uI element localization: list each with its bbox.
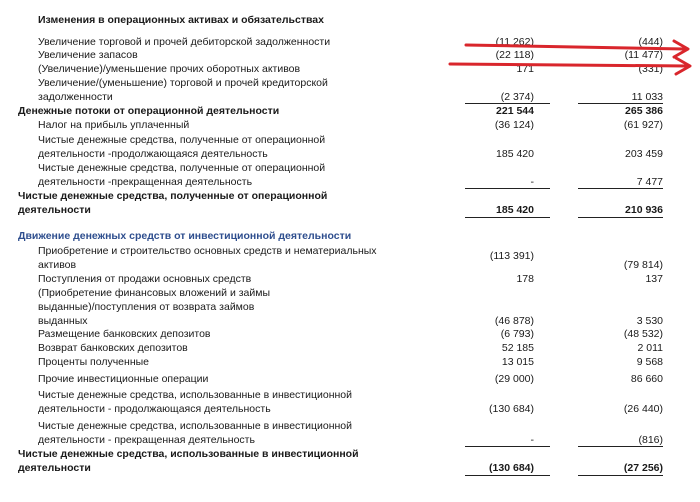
row-label: Увеличение торговой и прочей дебиторской задолженности bbox=[38, 36, 331, 48]
row-inv-continuing bbox=[0, 403, 700, 416]
value-2021: 203 459 bbox=[625, 148, 663, 160]
total-line bbox=[578, 475, 663, 476]
value-2022: (46 878) bbox=[494, 315, 534, 327]
value-2021: 9 568 bbox=[636, 356, 663, 368]
row-fin-investments-line1 bbox=[0, 287, 700, 300]
row-label-cont: активов bbox=[38, 259, 77, 271]
value-2022: 221 544 bbox=[496, 105, 534, 117]
value-2022: 185 420 bbox=[496, 148, 534, 160]
total-line bbox=[465, 217, 550, 218]
value-2021: (444) bbox=[638, 36, 663, 48]
row-fin-investments bbox=[0, 315, 700, 328]
value-2022: (11 262) bbox=[495, 36, 534, 48]
row-label: Проценты полученные bbox=[38, 356, 149, 368]
value-2021: (331) bbox=[638, 63, 663, 75]
subtotal-line bbox=[578, 103, 663, 104]
value-2021: (816) bbox=[638, 434, 663, 446]
value-2022: 171 bbox=[516, 63, 534, 75]
row-inventory bbox=[0, 49, 700, 62]
row-net-investing-line1 bbox=[0, 448, 700, 461]
row-label-cont: деятельности -прекращенная деятельность bbox=[38, 176, 253, 188]
value-2022: - bbox=[530, 434, 534, 446]
row-deposits-returned bbox=[0, 342, 700, 355]
row-label: Поступления от продажи основных средств bbox=[38, 273, 252, 285]
value-2021: (26 440) bbox=[623, 403, 663, 415]
row-label: Чистые денежные средства, использованные в инвестиционной bbox=[38, 389, 353, 401]
value-2021: (27 256) bbox=[623, 462, 663, 474]
row-label-cont: деятельности - прекращенная деятельность bbox=[38, 434, 255, 446]
row-net-continuing-line1 bbox=[0, 134, 700, 147]
row-other-investing bbox=[0, 373, 700, 386]
value-2021: 137 bbox=[645, 273, 663, 285]
value-2021: 3 530 bbox=[636, 315, 663, 327]
row-operating-cash-flows bbox=[0, 105, 700, 118]
row-net-operating bbox=[0, 204, 700, 217]
row-label: Чистые денежные средства, использованные в инвестиционной bbox=[18, 448, 359, 460]
row-label-cont: задолженности bbox=[38, 91, 113, 103]
investing-header-row bbox=[0, 230, 700, 243]
value-2021: 210 936 bbox=[625, 204, 663, 216]
value-2021: (79 814) bbox=[623, 259, 663, 271]
value-2021: 2 011 bbox=[637, 342, 663, 354]
value-2022: (22 118) bbox=[495, 49, 534, 61]
row-label: (Увеличение)/уменьшение прочих оборотных активов bbox=[38, 63, 301, 75]
row-interest bbox=[0, 356, 700, 369]
changes-header-row bbox=[0, 14, 700, 27]
row-label: (Приобретение финансовых вложений и займы bbox=[38, 287, 271, 299]
investing-header: Движение денежных средств от инвестиционной деятельности bbox=[18, 230, 352, 242]
value-2021: 7 477 bbox=[636, 176, 663, 188]
row-label-cont: деятельности bbox=[18, 204, 91, 216]
row-label: Возврат банковских депозитов bbox=[38, 342, 188, 354]
value-2022: - bbox=[530, 176, 534, 188]
row-deposits-placed bbox=[0, 328, 700, 341]
value-2022: 178 bbox=[516, 273, 534, 285]
subtotal-line bbox=[465, 446, 550, 447]
subtotal-line bbox=[578, 188, 663, 189]
row-fin-investments-line2 bbox=[0, 301, 700, 314]
value-2022: 13 015 bbox=[501, 356, 534, 368]
total-line bbox=[578, 217, 663, 218]
row-net-continuing bbox=[0, 148, 700, 161]
changes-header: Изменения в операционных активах и обязательствах bbox=[38, 14, 324, 26]
value-2022: 185 420 bbox=[496, 204, 534, 216]
row-acquisition bbox=[0, 259, 700, 272]
row-label: Налог на прибыль уплаченный bbox=[38, 119, 190, 131]
subtotal-line bbox=[465, 188, 550, 189]
value-2022: (6 793) bbox=[500, 328, 534, 340]
row-label-cont: выданные)/поступления от возврата займов bbox=[38, 301, 255, 313]
value-2022: (29 000) bbox=[494, 373, 534, 385]
row-payables-line1 bbox=[0, 77, 700, 90]
row-inv-continuing-line1 bbox=[0, 389, 700, 402]
total-line bbox=[465, 475, 550, 476]
value-2021: 265 386 bbox=[625, 105, 663, 117]
subtotal-line bbox=[578, 446, 663, 447]
value-2022: (130 684) bbox=[489, 462, 534, 474]
value-2022: (2 374) bbox=[500, 91, 534, 103]
row-net-operating-line1 bbox=[0, 190, 700, 203]
value-2021: (48 532) bbox=[623, 328, 663, 340]
row-label: Чистые денежные средства, полученные от операционной bbox=[18, 190, 328, 202]
value-2022: (113 391) bbox=[489, 250, 534, 262]
value-2021: (11 477) bbox=[624, 49, 663, 61]
row-other-current-assets bbox=[0, 63, 700, 76]
row-net-discontinued-line1 bbox=[0, 162, 700, 175]
row-label-cont: деятельности -продолжающаяся деятельность bbox=[38, 148, 268, 160]
row-label: Увеличение/(уменьшение) торговой и прочей кредиторской bbox=[38, 77, 328, 89]
row-income-tax bbox=[0, 119, 700, 132]
row-label: Денежные потоки от операционной деятельности bbox=[18, 105, 280, 117]
row-label: Размещение банковских депозитов bbox=[38, 328, 211, 340]
value-2022: (36 124) bbox=[494, 119, 534, 131]
row-label: Приобретение и строительство основных средств и нематериальных bbox=[38, 245, 377, 257]
row-label-cont: деятельности - продолжающаяся деятельность bbox=[38, 403, 271, 415]
row-label-cont: выданных bbox=[38, 315, 88, 327]
row-sale-proceeds bbox=[0, 273, 700, 286]
row-inv-discontinued-line1 bbox=[0, 420, 700, 433]
value-2022: (130 684) bbox=[489, 403, 534, 415]
value-2022: 52 185 bbox=[501, 342, 534, 354]
row-net-investing bbox=[0, 462, 700, 475]
value-2021: (61 927) bbox=[623, 119, 663, 131]
value-2021: 11 033 bbox=[631, 91, 663, 103]
row-acquisition-line1 bbox=[0, 245, 700, 262]
row-label: Чистые денежные средства, полученные от операционной bbox=[38, 162, 326, 174]
row-label-cont: деятельности bbox=[18, 462, 91, 474]
row-label: Чистые денежные средства, полученные от операционной bbox=[38, 134, 326, 146]
row-label: Увеличение запасов bbox=[38, 49, 138, 61]
row-label: Прочие инвестиционные операции bbox=[38, 373, 209, 385]
row-receivables bbox=[0, 36, 700, 49]
subtotal-line bbox=[465, 103, 550, 104]
row-label: Чистые денежные средства, использованные в инвестиционной bbox=[38, 420, 353, 432]
value-2021: 86 660 bbox=[630, 373, 663, 385]
